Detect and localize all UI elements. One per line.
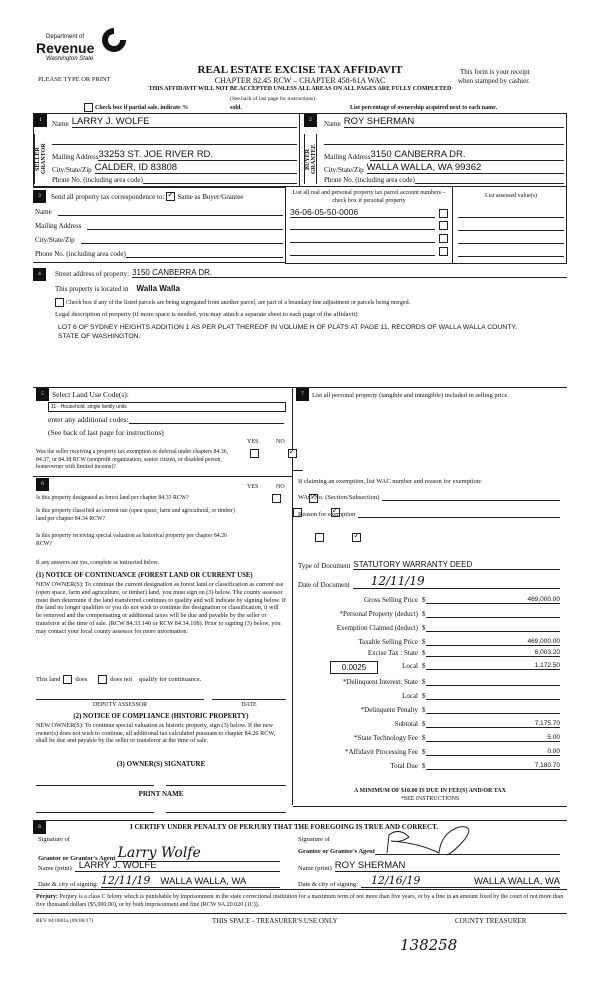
buyer-name-label: Name [324,120,341,128]
forest-question: Is this property designated as forest land per chapter 84.33 RCW? [36,495,189,501]
legal-description[interactable]: LOT 6 OF SYDNEY HEIGHTS ADDITION 1 AS PER PLAT THEREOF IN VOLUME H OF PLATS AT PAGE 11, RECORDS OF WALLA WALLA COUNTY, STATE OF WASHINGTON. [58,324,517,340]
grantee-name-label: Name (print) [298,865,332,872]
parcel-personal-checkbox-4[interactable] [439,247,448,256]
receipt-note-2: when stamped by cashier. [458,77,530,85]
section-number-8: 8 [33,821,46,834]
dor-logo [36,26,136,66]
receipt-note-1: This form is your receipt [460,68,530,76]
owner-signature-line-2[interactable] [166,785,286,786]
buyer-name-line2[interactable] [324,144,564,145]
buyer-phone-label: Phone No. (including area code) [324,176,415,184]
segregate-label: Check box if any of the listed parcels are being segregated from another parcel, are part of a boundary line adjustment or parcels being merged. [66,299,411,306]
parcel-number-4[interactable] [290,246,435,256]
land-use-select[interactable]: 11 - Household, single family units [48,402,286,412]
logo-dept: Department of [46,34,85,40]
logo-revenue: Revenue [36,40,95,56]
notice1-title: (1) NOTICE OF CONTINUANCE (FOREST LAND OR CURRENT USE) [36,572,253,579]
grantor-signature[interactable]: Larry Wolfe [116,845,280,862]
buyer-city-label: City/State/Zip [324,166,364,174]
deputy-assessor-label: DEPUTY ASSESSOR [92,702,148,708]
doc-date-label: Date of Document [298,581,350,589]
perjury-title: Perjury: [36,894,58,900]
grantee-sig-label-2: Grantee or Grantee's Agent [298,848,375,855]
grantee-sig-label-1: Signature of [298,836,330,843]
notice2-title: (2) NOTICE OF COMPLIANCE (HISTORIC PROPERTY) [73,713,249,720]
tax-label: Subtotal [394,720,418,728]
seller-side-label: SELLER GRANTOR [34,134,47,184]
section-number-1: 1 [34,114,47,127]
grantor-name-field[interactable]: LARRY J. WOLFE [75,860,280,872]
does-not-label: does not [110,676,133,683]
additional-codes-field[interactable] [129,415,284,424]
wac-label: WAC No. (Section/Subsection) [298,494,380,501]
this-land-label: This land [36,676,61,683]
see-instructions: *SEE INSTRUCTIONS [400,796,460,802]
corr-city-label: City/State/Zip [35,236,75,244]
additional-codes-label: enter any additional codes: [48,415,129,424]
yes-header-6: YES [247,484,259,490]
reason-label: Reason for exemption [298,511,356,518]
tax-label: Exemption Claimed (deduct) [336,624,418,632]
grantee-signature[interactable] [375,845,560,855]
seller-name-line2[interactable] [52,144,297,145]
partial-sale-label: Check box if partial sale, indicate % [95,104,189,111]
minimum-note: A MINIMUM OF $10.00 IS DUE IN FEE(S) AND/OR TAX [354,788,506,794]
tax-value-personal[interactable] [426,610,561,618]
grantor-date-field[interactable]: 12/11/19 [100,874,151,887]
parcel-header: List all real and personal property tax parcel account numbers – check box if personal property [292,190,446,204]
does-label: does [75,676,88,683]
seller-city-label: City/State/Zip [52,166,92,174]
assessed-value-4[interactable] [458,248,564,257]
county-treasurer: COUNTY TREASURER [455,917,527,925]
assessor-date-label: DATE [241,702,257,708]
q5-yes-checkbox[interactable] [250,449,259,458]
assessed-value-1[interactable] [458,209,564,218]
tax-value-local[interactable]: 1,172.50 [426,662,561,670]
corr-mailing-label: Mailing Address [35,222,82,230]
seller-phone-field[interactable] [143,176,297,184]
form-subtitle: CHAPTER 82.45 RCW – CHAPTER 458-61A WAC [214,76,386,85]
grantee-name-field[interactable]: ROY SHERMAN [335,860,560,872]
corr-phone-field[interactable] [126,250,283,258]
grantee-date-label: Date & city of signing: [298,881,358,888]
tax-value-delinq-state[interactable] [426,678,561,686]
tax-label: *Delinquent Interest: State [342,678,418,686]
land-use-label: Select Land Use Code(s): [52,390,129,399]
grantor-name-label: Name (print) [38,865,72,872]
grantee-signature-scribble-icon [379,823,479,859]
section-number-2: 2 [304,114,317,127]
tax-value-state[interactable]: 6,003.20 [426,649,561,657]
form-revision: REV 84 0001a (09/06/17) [36,918,94,924]
current-use-question: Is this property classified as current use (open space, farm and agricultural, or timber) land per chapter 84.34 RCW? [36,508,235,522]
corr-city-field[interactable] [81,236,283,244]
tax-value-exemption[interactable] [426,624,561,632]
grantor-city-field[interactable]: WALLA WALLA, WA [160,876,247,887]
assessed-value-2[interactable] [458,222,564,231]
owner-signature-line-1[interactable] [36,785,154,786]
does-checkbox[interactable] [63,675,72,684]
section-number-3: 3 [33,190,46,203]
tax-value-tech-fee[interactable]: 5.00 [426,734,561,742]
seller-mailing-field[interactable]: 33253 ST. JOE RIVER RD. [98,149,297,161]
print-name-label: PRINT NAME [138,790,184,798]
qualify-label: qualify for continuance. [139,676,202,683]
street-field[interactable]: 3150 CANBERRA DR. [132,268,567,278]
grantor-sig-label-2: Grantor or Grantor's Agent [38,855,116,862]
print-name-line-1[interactable] [36,812,154,813]
please-type: PLEASE TYPE OR PRINT [38,76,111,83]
tax-label: Local [402,662,418,670]
does-not-checkbox[interactable] [98,675,107,684]
tax-value-delinq-local[interactable] [426,692,561,700]
parcel-personal-checkbox-1[interactable] [439,209,448,218]
tax-label: Total Due [390,762,418,770]
sold-label: sold. [230,105,242,111]
notice2-body: NEW OWNER(S): To continue special valuation as historic property, sign (3) below. If the new owner(s) does not wish to continue, all additional tax calculated pursuant to chapter 84.26 RCW, shall be due and payable by the seller or transferor at the time of sale. [36,722,276,744]
section-number-5: 5 [36,388,49,401]
tax-label: *Delinquent Penalty [360,706,418,714]
certify-statement: I CERTIFY UNDER PENALTY OF PERJURY THAT THE FOREGOING IS TRUE AND CORRECT. [130,823,439,831]
tax-value-total[interactable]: 7,180.70 [426,762,561,770]
doc-date-field[interactable]: 12/11/19 [353,574,560,589]
located-label: This property is located in [55,285,129,293]
exemption-question: Was the seller receiving a property tax exemption or deferral under chapters 84.36, 84.37, or 84.38 RCW (nonprofit organization, senior citizen, or disabled person, homeowner with limited income)? [36,449,229,470]
correspondence-label: Send all property tax correspondence to: [51,192,165,201]
logo-state: Washington State [46,56,94,62]
street-label: Street address of property: [55,270,130,278]
grantee-date-field[interactable]: 12/16/19 [370,874,421,887]
legal-label: Legal description of property (if more space is needed, you may attach a separate sheet to each page of the affidavit) [55,311,358,318]
grantor-date-label: Date & city of signing: [38,881,98,888]
ownership-label: List percentage of ownership acquired next to each name. [350,105,498,111]
correspondence-section [33,187,285,262]
perjury-notice [36,893,566,909]
buyer-city-field[interactable]: WALLA WALLA, WA 99362 [367,162,564,174]
tax-label: *Affidavit Processing Fee [345,748,418,756]
no-header-5: NO [276,439,285,445]
buyer-section [299,113,567,187]
buyer-mailing-field[interactable]: 3150 CANBERRA DR. [370,149,564,161]
corr-name-label: Name [35,208,52,216]
parcel-table [285,187,567,264]
local-rate-box[interactable]: 0.0025 [330,661,378,674]
wac-field[interactable] [382,493,560,501]
corr-phone-label: Phone No. (including area code) [35,250,126,258]
parcel-personal-checkbox-2[interactable] [439,221,448,230]
parcel-personal-checkbox-3[interactable] [439,234,448,243]
doc-type-field[interactable]: STATUTORY WARRANTY DEED [353,560,560,570]
handwritten-number: 138258 [400,936,458,954]
seller-mailing-label: Mailing Address [52,153,99,161]
yes-header-5: YES [247,439,259,445]
notice1-body: NEW OWNER(S): To continue the current designation as forest land or classification as current use (open space, farm and agriculture, or timber) land, you must sign on (3) below. The county assessor must then determine if the land transferred continues to qualify and will indicate by signing below. If the land no longer qualifies or you do not wish to continue the designation or classification, it will be removed and the compensating or additional taxes will be due and payable by the seller or transferor at the time of sale. (RCW 84.33.140 or RCW 84.34.108). Prior to signing (3) below, you may contact your local county assessor for more information. [36,581,286,635]
parcel-number-3[interactable] [290,233,435,243]
grantee-city-field[interactable]: WALLA WALLA, WA [473,876,560,887]
assessed-header: List assessed value(s) [485,193,537,199]
section-number-7: 7 [296,388,309,401]
section-number-4: 4 [33,268,46,281]
segregate-checkbox[interactable] [55,298,64,307]
see-back-note: (See back of last page for instructions) [230,96,315,102]
tax-label: Excise Tax : State [367,649,418,657]
seller-name-label: Name [52,120,69,128]
tax-value-subtotal[interactable]: 7,175.70 [426,720,561,728]
tax-label: Gross Selling Price [363,596,418,604]
parcel-number-1[interactable]: 36-06-05-50-0006 [290,207,435,218]
treasurer-space: THIS SPACE - TREASURER'S USE ONLY [212,917,338,925]
same-as-buyer-checkbox[interactable] [166,192,175,201]
personal-property-label: List all personal property (tangible and intangible) included in selling price. [312,392,509,399]
land-use-see-back: (See back of last page for instructions) [48,428,164,437]
deputy-assessor-line[interactable] [36,699,204,700]
form-title: REAL ESTATE EXCISE TAX AFFIDAVIT [197,64,403,76]
buyer-name-field[interactable]: ROY SHERMAN [344,116,564,128]
buyer-phone-field[interactable] [415,176,564,184]
historic-question: Is this property receiving special valuation as historical property per chapter 84.26 RCW? [36,533,227,547]
tax-value-processing-fee[interactable]: 0.00 [426,748,561,756]
tax-value-taxable[interactable]: 469,000.00 [426,638,561,646]
reason-field[interactable] [358,510,560,518]
exemption-label: If claiming an exemption, list WAC number and reason for exemption: [298,478,482,485]
print-name-line-2[interactable] [166,812,286,813]
located-field[interactable]: Walla Walla [136,284,180,293]
perjury-text: Perjury is a class C felony which is punishable by imprisonment in the state correctional institution for a maximum term of not more than five years, or by a fine in an amount fixed by the court of not more than five thousand dollars ($5,000.00), or by both imprisonment and fine (RCW 9A.20.020 (1C)). [36,894,564,908]
corr-name-field[interactable] [58,208,283,216]
assessed-value-3[interactable] [458,235,564,244]
dor-swirl-icon [100,26,128,54]
buyer-mailing-label: Mailing Address [324,153,371,161]
corr-mailing-field[interactable] [87,222,283,230]
tax-value-penalty[interactable] [426,706,561,714]
if-yes-note: If any answers are yes, complete as instructed below. [36,560,159,566]
tax-label: Local [402,692,418,700]
tax-value-gross[interactable]: 469,000.00 [426,596,561,604]
tax-label: Taxable Selling Price [358,638,418,646]
no-header-6: NO [276,484,285,490]
seller-section [33,113,299,187]
section-number-6: 6 [36,478,49,491]
tax-label: *Personal Property (deduct) [339,610,418,618]
partial-sale-checkbox[interactable] [84,103,93,112]
assessor-date-line[interactable] [212,699,286,700]
seller-name-field[interactable]: LARRY J. WOLFE [72,116,297,128]
seller-city-field[interactable]: CALDER, ID 83808 [95,162,297,174]
doc-type-label: Type of Document [298,562,351,570]
seller-phone-label: Phone No. (including area code) [52,176,143,184]
owner-signature-label: (3) OWNER(S) SIGNATURE [116,760,206,768]
warning-text: THIS AFFIDAVIT WILL NOT BE ACCEPTED UNLESS ALL AREAS ON ALL PAGES ARE FULLY COMPLETED [148,86,452,92]
same-as-buyer-label: Same as Buyer/Grantee [177,192,244,201]
tax-label: *State Technology Fee [354,734,418,742]
parcel-number-2[interactable] [290,220,435,230]
grantor-sig-label-1: Signature of [38,836,70,843]
q6a-yes-checkbox[interactable] [272,494,281,503]
buyer-side-label: BUYER GRANTEE [304,134,317,184]
